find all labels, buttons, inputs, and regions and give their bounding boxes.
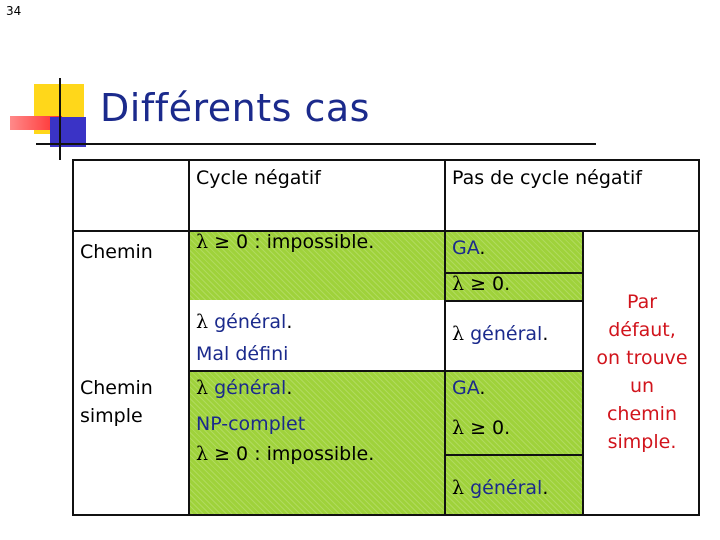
grid-line (188, 159, 190, 516)
cell-text-np-complet: NP-complet (196, 413, 306, 435)
slide-number: 34 (6, 4, 22, 18)
grid-line (444, 454, 582, 456)
row-label-chemin: Chemin (80, 241, 153, 263)
grid-line (444, 159, 446, 516)
decor-vertical-line (59, 78, 61, 160)
grid-line (444, 300, 582, 302)
cell-text-mal-defini: Mal défini (196, 343, 289, 365)
row-label-chemin-simple: Chemin simple (80, 377, 153, 427)
cell-text-general-cycle: λ général. (196, 311, 293, 333)
grid-line (72, 159, 74, 516)
cell-text-simple-general: λ général. (196, 377, 293, 399)
cell-text-chemin-ga: GA. (452, 237, 486, 259)
cell-text-simple-ga: GA. (452, 377, 486, 399)
cell-text-chemin-cycle: λ ≥ 0 : impossible. (196, 231, 375, 253)
grid-line (72, 230, 700, 232)
grid-line (698, 159, 700, 516)
default-note: Par défaut, on trouve un chemin simple. (596, 291, 688, 453)
header-cycle-negatif: Cycle négatif (196, 167, 321, 189)
grid-line (188, 370, 582, 372)
grid-line (72, 514, 700, 516)
cell-text-chemin-lambda: λ ≥ 0. (452, 273, 511, 295)
title-underline (36, 143, 596, 145)
grid-line (582, 230, 584, 516)
slide-title: Différents cas (100, 86, 370, 130)
cell-text-general-nocycle: λ général. (452, 323, 549, 345)
cell-text-simple-lambda: λ ≥ 0. (452, 417, 511, 439)
cell-text-simple-general-nocycle: λ général. (452, 477, 549, 499)
header-pas-de-cycle: Pas de cycle négatif (452, 167, 642, 189)
cell-text-simple-impossible: λ ≥ 0 : impossible. (196, 443, 375, 465)
grid-line (72, 159, 700, 161)
